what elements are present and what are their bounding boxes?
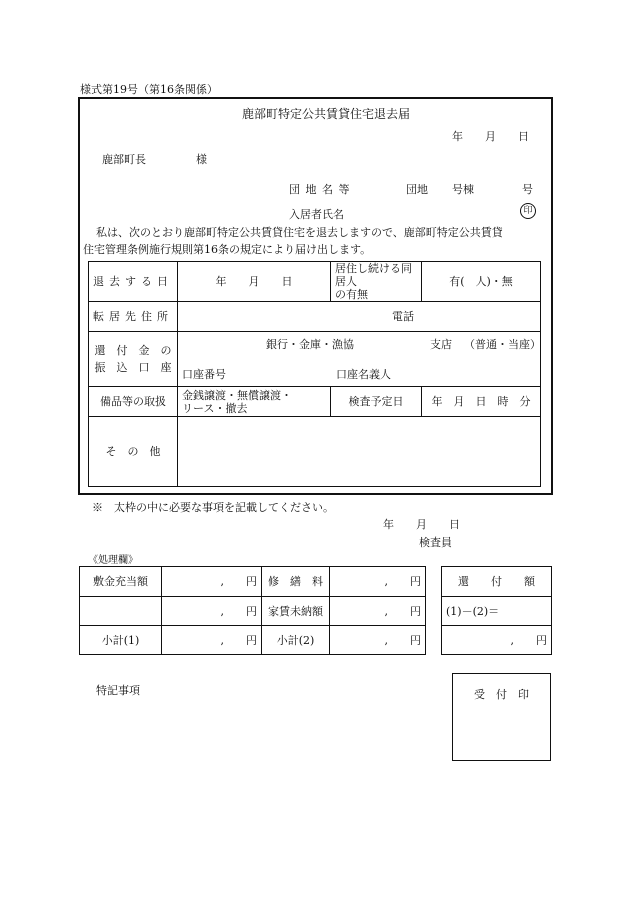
unpaid-rent-label: 家賃未納額 bbox=[262, 597, 330, 626]
inspector-date[interactable]: 年 月 日 bbox=[383, 518, 460, 531]
account-holder-label: 口座名義人 bbox=[336, 368, 391, 381]
inspector-label: 検査員 bbox=[419, 536, 452, 549]
account-type: （普通・当座） bbox=[464, 338, 541, 351]
form-number: 様式第19号（第16条関係） bbox=[80, 83, 218, 96]
equipment-options-line2: リース・撤去 bbox=[182, 401, 248, 415]
exit-date-field[interactable]: 年 月 日 bbox=[178, 262, 331, 302]
refund-account-field[interactable] bbox=[178, 332, 541, 387]
branch-label: 支店 bbox=[430, 338, 452, 351]
subtotal1-amount[interactable]: , 円 bbox=[162, 626, 262, 655]
cohabitant-field[interactable]: 有( 人)・無 bbox=[422, 262, 541, 302]
deposit-label: 敷金充当額 bbox=[80, 567, 162, 597]
refund-amount-label: 還 付 額 bbox=[442, 567, 552, 597]
refund-label-line1: 還 付 金 の bbox=[94, 344, 172, 357]
blank-label-cell bbox=[80, 597, 162, 626]
seal-icon: 印 bbox=[520, 203, 536, 219]
estate-label: 団 地 名 等 bbox=[289, 183, 351, 196]
building-suffix: 号棟 bbox=[452, 183, 474, 196]
refund-account-label bbox=[89, 332, 178, 387]
honorific: 様 bbox=[196, 153, 207, 166]
new-address-field[interactable] bbox=[178, 302, 541, 332]
resident-name-label: 入居者氏名 bbox=[289, 208, 344, 221]
room-suffix: 号 bbox=[522, 183, 533, 196]
account-number-label: 口座番号 bbox=[182, 368, 226, 381]
estate-suffix: 団地 bbox=[406, 183, 428, 196]
deposit-amount[interactable]: , 円 bbox=[162, 567, 262, 597]
details-table bbox=[88, 261, 541, 487]
unpaid-rent-amount[interactable]: , 円 bbox=[330, 597, 426, 626]
equipment-field[interactable] bbox=[178, 387, 331, 417]
cohabitant-label-line1: 居住し続ける同居人 bbox=[335, 262, 412, 288]
cohabitant-label bbox=[331, 262, 422, 302]
repair-fee-amount[interactable]: , 円 bbox=[330, 567, 426, 597]
new-address-label: 転居先住所 bbox=[89, 302, 178, 332]
bank-types: 銀行・金庫・漁協 bbox=[266, 338, 354, 351]
subtotal1-label: 小計(1) bbox=[80, 626, 162, 655]
subtotal2-amount[interactable]: , 円 bbox=[330, 626, 426, 655]
processing-section-label: 《処理欄》 bbox=[88, 555, 138, 566]
submission-date[interactable]: 年 月 日 bbox=[452, 130, 529, 143]
exit-date-label: 退去する日 bbox=[89, 262, 178, 302]
receipt-seal-box bbox=[452, 673, 551, 761]
other-field[interactable] bbox=[178, 417, 541, 487]
refund-amount[interactable]: , 円 bbox=[442, 626, 552, 655]
refund-label-line2: 振 込 口 座 bbox=[94, 361, 172, 374]
body-text-line1: 私は、次のとおり鹿部町特定公共賃貸住宅を退去しますので、鹿部町特定公共賃貸 bbox=[96, 226, 503, 239]
inspection-label: 検査予定日 bbox=[331, 387, 422, 417]
deposit-extra-amount[interactable]: , 円 bbox=[162, 597, 262, 626]
calculation-table bbox=[79, 566, 426, 655]
other-label: そ の 他 bbox=[89, 417, 178, 487]
cohabitant-label-line2: の有無 bbox=[335, 288, 368, 301]
body-text-line2: 住宅管理条例施行規則第16条の規定により届け出します。 bbox=[83, 243, 372, 256]
receipt-seal-label: 受 付 印 bbox=[474, 688, 529, 701]
refund-table bbox=[441, 566, 552, 655]
repair-fee-label: 修 繕 料 bbox=[262, 567, 330, 597]
instruction-note: ※ 太枠の中に必要な事項を記載してください。 bbox=[92, 501, 334, 514]
equipment-options-line1: 金銭譲渡・無償譲渡・ bbox=[182, 388, 292, 402]
special-notes-label: 特記事項 bbox=[96, 684, 140, 697]
subtotal2-label: 小計(2) bbox=[262, 626, 330, 655]
addressee: 鹿部町長 bbox=[102, 153, 146, 166]
equipment-label: 備品等の取扱 bbox=[89, 387, 178, 417]
refund-formula: (1)－(2)＝ bbox=[442, 597, 552, 626]
inspection-date-field[interactable]: 年 月 日 時 分 bbox=[422, 387, 541, 417]
form-title: 鹿部町特定公共賃貸住宅退去届 bbox=[242, 107, 411, 121]
phone-label: 電話 bbox=[392, 310, 414, 323]
